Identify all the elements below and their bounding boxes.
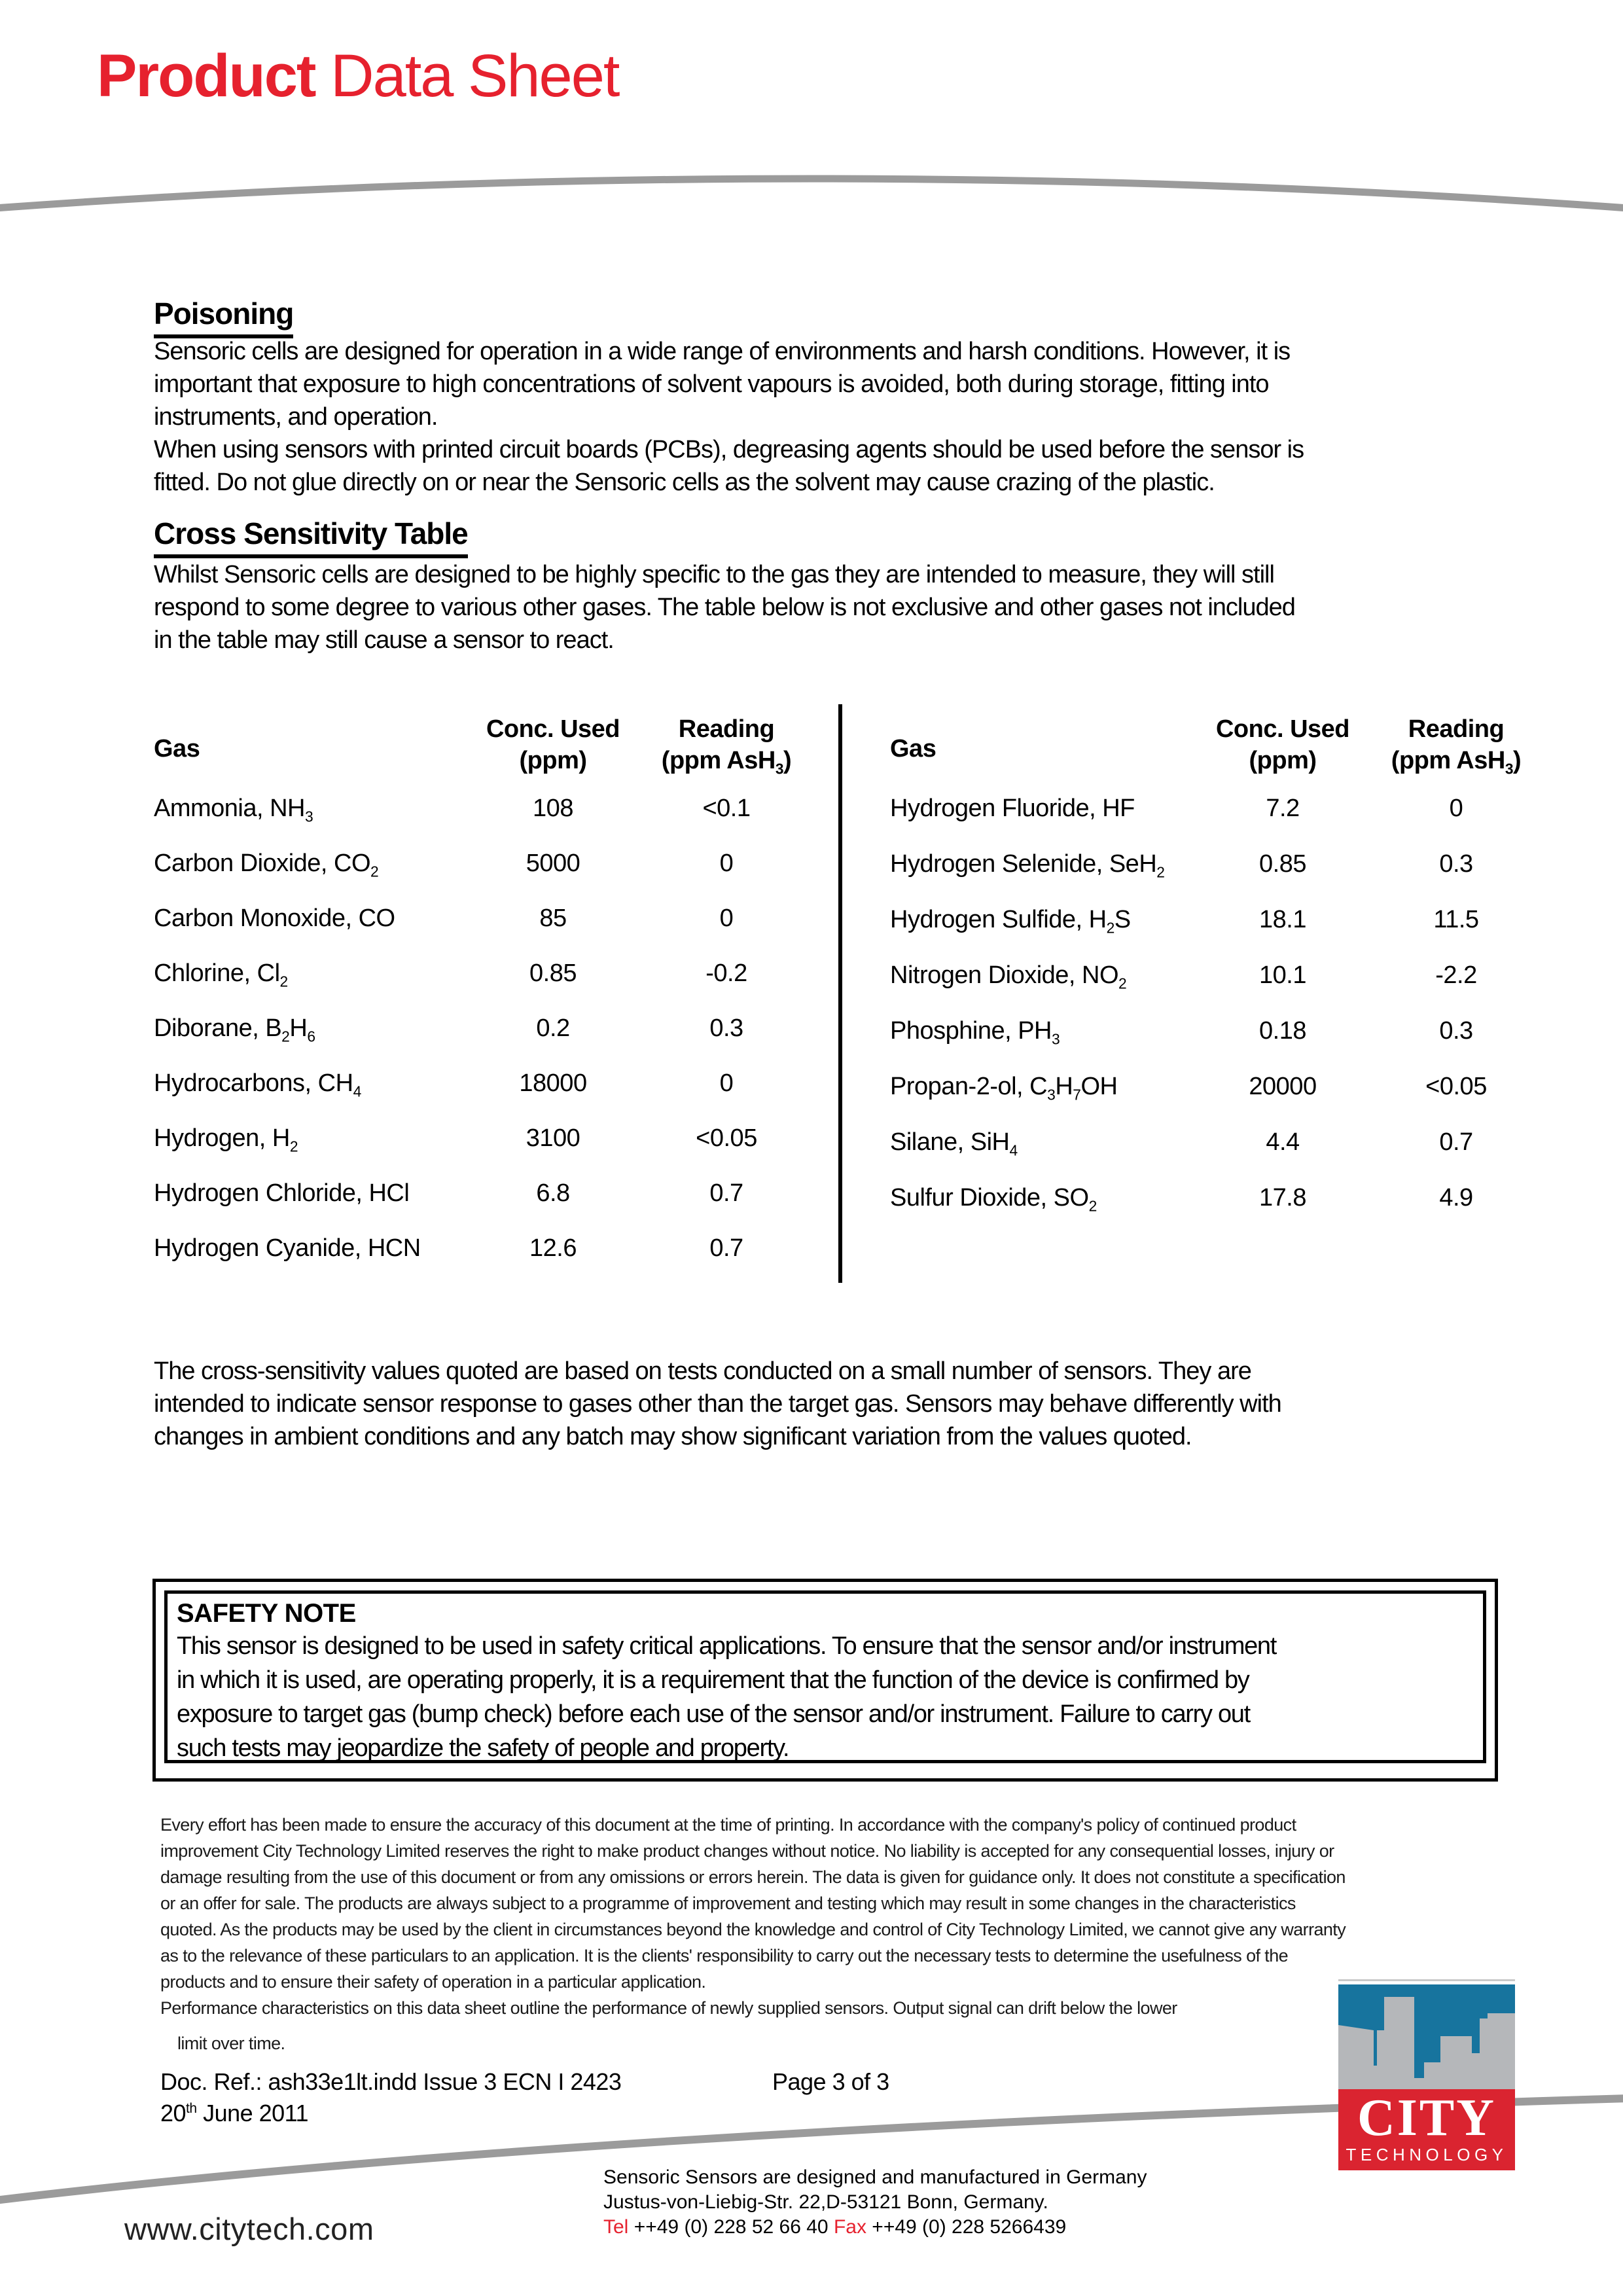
- legal-disclaimer: [160, 1812, 1346, 2056]
- text-line: exposure to target gas (bump check) before each use of the sensor and/or instrument. Failure to carry out: [177, 1700, 1250, 1728]
- text-line: intended to indicate sensor response to gases other than the target gas. Sensors may behave differently with: [154, 1390, 1281, 1418]
- page-number: Page 3 of 3: [772, 2068, 889, 2095]
- doc-date-ordinal: th: [186, 2101, 197, 2116]
- text-line: or an offer for sale. The products are always subject to a programme of improvement and testing which may result in some changes in the characteristics: [160, 1893, 1296, 1913]
- table-row: [154, 848, 802, 903]
- conc-cell: 18000: [519, 1069, 587, 1097]
- text-line: damage resulting from the use of this document or from any omissions or errors herein. The data is given for guidance only. It does not constitute a specification: [160, 1867, 1346, 1887]
- table-row: [154, 1178, 802, 1233]
- reading-cell: 0.7: [709, 1179, 743, 1207]
- address-text: Justus-von-Liebig-Str. 22,D-53121 Bonn, Germany.: [603, 2191, 1048, 2213]
- text-line: in the table may still cause a sensor to react.: [154, 626, 614, 654]
- page-title: [97, 42, 618, 111]
- conc-cell: 0.18: [1259, 1017, 1306, 1045]
- text-line: improvement City Technology Limited reserves the right to make product changes without notice. No liability is accepted for any consequential losses, injury or: [160, 1841, 1334, 1861]
- text-line: Whilst Sensoric cells are designed to be highly specific to the gas they are intended to measure, they will still: [154, 561, 1274, 588]
- table-row: [890, 1127, 1551, 1183]
- text-line: products and to ensure their safety of operation in a particular application.: [160, 1972, 706, 1992]
- logo-city-text: CITY: [1357, 2089, 1497, 2147]
- table-divider: [838, 704, 842, 1283]
- table-row: [154, 1233, 802, 1288]
- column-header-reading: [1361, 713, 1551, 785]
- conc-cell: 0.85: [1259, 850, 1306, 878]
- cross-sensitivity-note: [154, 1355, 1281, 1453]
- gas-cell: Hydrogen Fluoride, HF: [890, 795, 1135, 822]
- gas-cell: Carbon Monoxide, CO: [154, 905, 395, 932]
- table-row: [890, 905, 1551, 960]
- doc-date: [160, 2100, 308, 2127]
- gas-cell: Ammonia, $NH_3$: [154, 795, 313, 825]
- table-row: [154, 1068, 802, 1123]
- column-header-gas: Gas: [154, 735, 200, 763]
- table-header-row: [154, 713, 802, 776]
- table-row: [890, 1183, 1551, 1238]
- gas-cell: Hydrocarbons, $CH_4$: [154, 1069, 361, 1100]
- top-arc-decoration: [0, 179, 1623, 208]
- gas-cell: Chlorine, $Cl_2$: [154, 960, 288, 990]
- cross-sensitivity-intro: [154, 558, 1295, 656]
- conc-cell: 17.8: [1259, 1184, 1306, 1211]
- reading-cell: 11.5: [1433, 906, 1479, 933]
- phone-line: [603, 2215, 1147, 2240]
- reading-cell: <0.05: [696, 1124, 757, 1152]
- table-header-row: [890, 713, 1551, 776]
- logo-red-block: [1338, 2089, 1515, 2170]
- cross-sensitivity-table-left: [154, 713, 802, 1288]
- text-line: The cross-sensitivity values quoted are based on tests conducted on a small number of sensors. They are: [154, 1357, 1251, 1385]
- text-line: This sensor is designed to be used in safety critical applications. To ensure that the sensor and/or instrument: [177, 1632, 1276, 1660]
- reading-cell: 0: [719, 850, 734, 877]
- text-line: important that exposure to high concentrations of solvent vapours is avoided, both during storage, fitting into: [154, 370, 1269, 398]
- gas-cell: Phosphine, $PH_3$: [890, 1017, 1060, 1048]
- made-in-text: Sensoric Sensors are designed and manufactured in Germany: [603, 2166, 1147, 2188]
- text-line: in which it is used, are operating properly, it is a requirement that the function of the device is confirmed by: [177, 1666, 1249, 1694]
- reading-cell: <0.1: [702, 795, 751, 822]
- column-header-conc-line1: Conc. Used: [486, 715, 620, 743]
- conc-cell: 0.2: [536, 1014, 570, 1042]
- gas-cell: Nitrogen Dioxide, $NO_2$: [890, 961, 1127, 992]
- column-header-conc-line2: (ppm): [519, 747, 587, 774]
- column-header-conc-line2: (ppm): [1249, 747, 1317, 774]
- table-row: [154, 958, 802, 1013]
- text-line: changes in ambient conditions and any batch may show significant variation from the values quoted.: [154, 1423, 1192, 1450]
- table-row: [890, 960, 1551, 1016]
- reading-cell: <0.05: [1425, 1073, 1487, 1100]
- table-row: [890, 793, 1551, 849]
- poisoning-heading: Poisoning: [154, 296, 293, 338]
- fax-number: ++49 (0) 228 5266439: [866, 2216, 1067, 2238]
- text-line: such tests may jeopardize the safety of people and property.: [177, 1734, 789, 1762]
- reading-cell: 0: [719, 905, 734, 932]
- reading-cell: 0.3: [709, 1014, 743, 1042]
- gas-cell: Hydrogen, $H_2$: [154, 1124, 298, 1155]
- safety-note-box: [152, 1579, 1498, 1782]
- table-row: [890, 1071, 1551, 1127]
- safety-note-inner-box: [164, 1590, 1486, 1763]
- safety-note-title: SAFETY NOTE: [177, 1599, 356, 1628]
- website-text: www.citytech.com: [124, 2212, 374, 2246]
- column-header-reading-line2: (ppm AsH$_3$): [661, 747, 792, 778]
- gas-cell: Propan-2-ol, $C_3H_7OH$: [890, 1073, 1118, 1103]
- conc-cell: 20000: [1249, 1073, 1317, 1100]
- logo-divider-line: [1338, 1979, 1515, 1981]
- conc-cell: 10.1: [1259, 961, 1306, 989]
- page-title-datasheet: Data Sheet: [315, 43, 619, 109]
- gas-cell: Hydrogen Chloride, HCl: [154, 1179, 410, 1207]
- table-row: [890, 849, 1551, 905]
- conc-cell: 12.6: [529, 1234, 577, 1262]
- conc-cell: 85: [539, 905, 567, 932]
- reading-cell: 0.3: [1439, 850, 1473, 878]
- page-title-product: Product: [97, 43, 315, 109]
- table-row: [154, 793, 802, 848]
- tel-number: ++49 (0) 228 52 66 40: [628, 2216, 834, 2238]
- city-technology-logo: [1338, 1979, 1515, 2170]
- conc-cell: 3100: [526, 1124, 580, 1152]
- text-line: quoted. As the products may be used by the client in circumstances beyond the knowledge and control of City Technology Limited, we cannot give any warranty: [160, 1920, 1346, 1939]
- column-header-reading-line2: (ppm AsH$_3$): [1391, 747, 1522, 778]
- conc-cell: 108: [533, 795, 573, 822]
- gas-cell: Hydrogen Sulfide, $H_2S$: [890, 906, 1131, 937]
- reading-cell: 4.9: [1439, 1184, 1473, 1211]
- conc-cell: 7.2: [1266, 795, 1300, 822]
- text-line: fitted. Do not glue directly on or near the Sensoric cells as the solvent may cause crazing of the plastic.: [154, 469, 1215, 496]
- reading-cell: 0.3: [1439, 1017, 1473, 1045]
- text-line: Performance characteristics on this data sheet outline the performance of newly supplied sensors. Output signal can drift below the lower: [160, 1998, 1177, 2018]
- table-body-right: [890, 793, 1551, 1238]
- table-row: [890, 1016, 1551, 1071]
- reading-cell: -2.2: [1435, 961, 1477, 989]
- conc-cell: 5000: [526, 850, 580, 877]
- column-header-conc: [1204, 713, 1361, 785]
- text-line: When using sensors with printed circuit boards (PCBs), degreasing agents should be used before the sensor is: [154, 436, 1304, 463]
- contact-block: [603, 2165, 1147, 2240]
- poisoning-paragraph-2: [154, 433, 1304, 499]
- text-line: instruments, and operation.: [154, 403, 438, 431]
- table-body-left: [154, 793, 802, 1288]
- safety-note-text: [177, 1629, 1474, 1765]
- tel-label: Tel: [603, 2216, 629, 2238]
- table-row: [154, 1123, 802, 1178]
- reading-cell: -0.2: [705, 960, 747, 987]
- cross-sensitivity-heading: Cross Sensitivity Table: [154, 516, 468, 558]
- city-skyline-icon: [1338, 1984, 1515, 2089]
- fax-label: Fax: [833, 2216, 866, 2238]
- text-line: limit over time.: [177, 2034, 285, 2053]
- doc-date-day: 20: [160, 2100, 187, 2126]
- conc-cell: 6.8: [536, 1179, 570, 1207]
- reading-cell: 0.7: [1439, 1128, 1473, 1156]
- reading-cell: 0: [1449, 795, 1463, 822]
- column-header-conc-line1: Conc. Used: [1215, 715, 1350, 743]
- gas-cell: Carbon Dioxide, $CO_2$: [154, 850, 379, 880]
- column-header-reading-line1: Reading: [1408, 715, 1505, 743]
- doc-ref: Doc. Ref.: ash33e1lt.indd Issue 3 ECN I 2423: [160, 2068, 622, 2095]
- column-header-conc: [455, 713, 651, 785]
- text-line: Every effort has been made to ensure the accuracy of this document at the time of printing. In accordance with the company's policy of continued product: [160, 1815, 1296, 1835]
- reading-cell: 0: [719, 1069, 734, 1097]
- text-line: Sensoric cells are designed for operation in a wide range of environments and harsh conditions. However, it is: [154, 338, 1291, 365]
- table-row: [154, 903, 802, 958]
- cross-sensitivity-table-right: [890, 713, 1551, 1238]
- gas-cell: Diborane, $B_2H_6$: [154, 1014, 315, 1045]
- reading-cell: 0.7: [709, 1234, 743, 1262]
- gas-cell: Hydrogen Cyanide, HCN: [154, 1234, 421, 1262]
- conc-cell: 0.85: [529, 960, 577, 987]
- table-row: [154, 1013, 802, 1068]
- column-header-reading: [651, 713, 802, 785]
- text-line: as to the relevance of these particulars to an application. It is the clients' responsibility to carry out the necessary tests to determine the usefulness of the: [160, 1946, 1289, 1965]
- conc-cell: 4.4: [1266, 1128, 1300, 1156]
- column-header-reading-line1: Reading: [678, 715, 775, 743]
- doc-date-rest: June 2011: [196, 2100, 309, 2126]
- poisoning-paragraph-1: [154, 335, 1290, 433]
- gas-cell: Silane, SiH$_4$: [890, 1128, 1018, 1159]
- gas-cell: Hydrogen Selenide, SeH$_2$: [890, 850, 1165, 881]
- conc-cell: 18.1: [1259, 906, 1306, 933]
- column-header-gas: Gas: [890, 735, 936, 763]
- text-line: respond to some degree to various other gases. The table below is not exclusive and other gases not included: [154, 594, 1295, 621]
- gas-cell: Sulfur Dioxide, $SO_2$: [890, 1184, 1097, 1215]
- logo-technology-text: TECHNOLOGY: [1346, 2145, 1508, 2164]
